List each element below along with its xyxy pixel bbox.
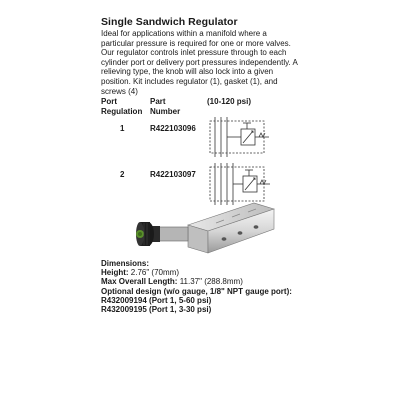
row1-part-number: R422103096 (150, 124, 196, 133)
product-title: Single Sandwich Regulator (101, 16, 238, 28)
optional-design: Optional design (w/o gauge, 1/8" NPT gauge port): (101, 286, 292, 296)
header-port-regulation (101, 97, 143, 116)
product-description: Ideal for applications within a manifold where a particular pressure is required for one or more valves. Our regulator controls inlet pressure through to each cylinder port or delivery port pressures independently. A relieving type, the knob will also lock into a given position. Kit includes regulator (1), gasket (1), and screws (4) (101, 29, 298, 96)
row1-port: 1 (120, 124, 125, 133)
dimensions-heading: Dimensions: (101, 259, 150, 268)
schematic-port-1 (207, 117, 273, 157)
height-label: Height: (101, 268, 129, 278)
row2-port: 2 (120, 170, 125, 179)
optional-part-2: R432009195 (Port 1, 3-30 psi) (101, 305, 212, 315)
header-pressure-range: (10-120 psi) (207, 97, 252, 106)
header-part-number (150, 97, 186, 116)
length-line (101, 277, 331, 286)
length-label: Max Overall Length: (101, 277, 178, 287)
length-value: 11.37" (288.8mm) (179, 277, 243, 287)
optional-part-1: R432009194 (Port 1, 5-60 psi) (101, 295, 212, 305)
header-part-number-label: Part Number (150, 97, 181, 116)
regulator-product-image (128, 197, 278, 259)
row2-part-number: R422103097 (150, 170, 196, 179)
height-line (101, 268, 331, 277)
header-port-regulation-label: Port Regulation (101, 97, 143, 116)
dimensions-section (101, 259, 331, 314)
height-value: 2.76" (70mm) (130, 268, 179, 278)
